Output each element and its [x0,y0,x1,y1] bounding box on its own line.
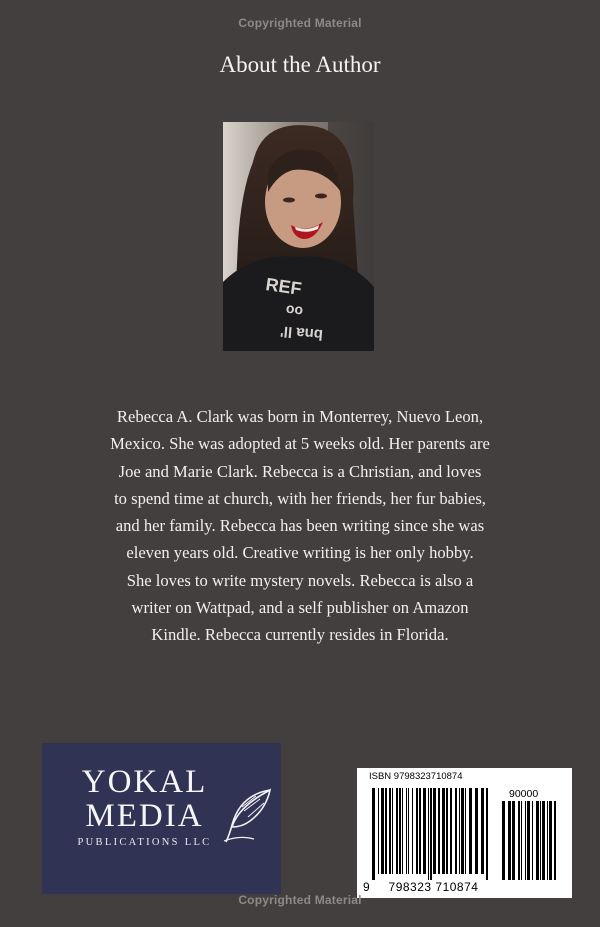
publisher-logo [42,743,281,894]
bio-line: Mexico. She was adopted at 5 weeks old. Her parents are [110,434,490,454]
barcode-digits: 798323 710874 [388,880,479,894]
author-photo [223,122,374,351]
isbn-label: ISBN 9798323710874 [369,771,463,782]
bio-line: Kindle. Rebecca currently resides in Florida. [151,625,449,645]
logo-line-yokal: YOKAL [81,764,208,800]
barcode-bars [357,768,572,898]
svg-text:oo: oo [284,302,304,320]
bio-line: to spend time at church, with her friends, her fur babies, [114,488,486,508]
section-title: About the Author [219,52,381,77]
logo-line-media: MEDIA [85,798,204,834]
copyright-watermark-bottom: Copyrighted Material [238,893,362,907]
bio-line: Rebecca A. Clark was born in Monterrey, Nuevo Leon, [116,407,484,426]
svg-text:REF: REF [264,274,303,299]
price-code: 90000 [509,788,539,800]
quill-feather-icon [220,787,274,850]
bio-line: Joe and Marie Clark. Rebecca is a Christian, and loves [118,461,482,481]
logo-line-publications: PUBLICATIONS LLC [77,837,212,848]
isbn-barcode [357,768,572,898]
barcode-lead-digit: 9 [363,880,370,894]
bio-line: writer on Wattpad, and a self publisher on Amazon [131,598,469,618]
author-bio [84,403,516,649]
copyright-watermark-top: Copyrighted Material [238,16,362,30]
bio-line: eleven years old. Creative writing is her only hobby. [126,543,474,563]
bio-line: and her family. Rebecca has been writing since she was [115,516,485,536]
svg-text:bna ll': bna ll' [279,322,324,344]
bio-line: She loves to write mystery novels. Rebecca is also a [126,570,474,590]
